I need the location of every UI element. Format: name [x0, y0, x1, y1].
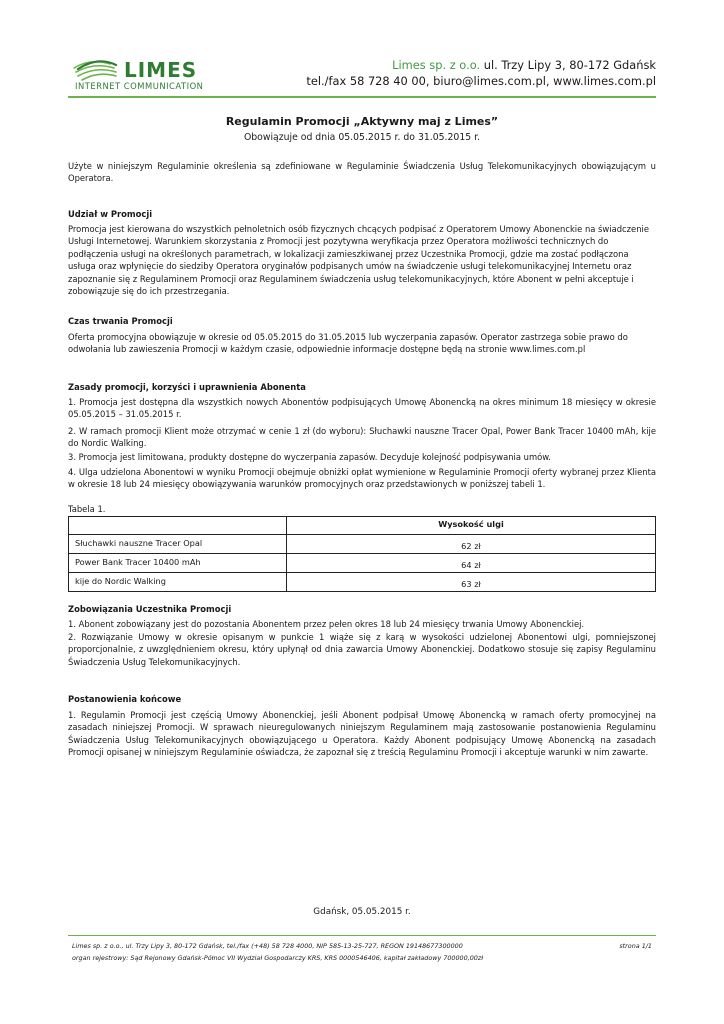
participation-paragraph: Promocja jest kierowana do wszystkich pełnoletnich osób fizycznych chcących podpisać z Operatorem Umowy Abonenckie na świadczenie Usługi Internetowej. Warunkiem skorzystania z Promocji jest pozytywna weryfikacja przez Operatora możliwości technicznych do podłączenia usługi na określonych parametrach, w lokalizacji zamieszkiwanej przez Uczestnika Promocji, gdzie ma zostać podłączona usługa oraz wpłynięcie do siedziby Operatora oryginałów podpisanych umów na świadczenie usługi telekomunikacyjnej Internetu oraz zapoznanie się z Regulaminem Promocji oraz Regulaminem świadczenia usług telekomunikacyjnych, które Abonent w pełni akceptuje i zobowiązuje się do ich przestrzegania.: [68, 224, 649, 297]
table-row: [69, 554, 656, 573]
header-divider: [68, 96, 656, 98]
intro-paragraph: Użyte w niniejszym Regulaminie określenia są zdefiniowane w Regulaminie Świadczenia Usług Telekomunikacyjnych obowiązującym u Operatora.: [68, 161, 656, 184]
footer-registry-line: organ rejestrowy: Sąd Rejonowy Gdańsk-Północ VII Wydział Gospodarczy KRS, KRS 0000546406, kapitał zakładowy 700000,00zł: [72, 954, 484, 962]
company-info: [306, 58, 656, 89]
logo-wordmark: LIMES: [124, 58, 198, 82]
discount-table: [68, 516, 656, 592]
logo-tagline: INTERNET COMMUNICATION: [75, 81, 204, 91]
section-heading-obligations: Zobowiązania Uczestnika Promocji: [68, 604, 232, 614]
document-title: Regulamin Promocji „Aktywny maj z Limes”: [225, 115, 499, 128]
rules-item-2: 2. W ramach promocji Klient może otrzymać w cenie 1 zł (do wyboru): Słuchawki nauszne Tracer Opal, Power Bank Tracer 10400 mAh, kije do Nordic Walking.: [68, 426, 656, 449]
section-heading-participation: Udział w Promocji: [68, 209, 153, 219]
table-cell-discount: 62 zł: [287, 535, 656, 554]
limes-logo-icon: [72, 56, 242, 92]
final-paragraph: 1. Regulamin Promocji jest częścią Umowy Abonenckiej, jeśli Abonent podpisał Umowę Abonencką w ramach oferty promocyjnej na zasadach niniejszej Promocji. W sprawach nieuregulowanych niniejszym Regulaminem mają zastosowanie postanowienia Regulaminu Świadczenia Usług Telekomunikacyjnych obowiązującego u Operatora. Każdy Abonent podpisujący Umowę Abonencką na zasadach Promocji opisanej w niniejszym Regulaminie oświadcza, że zapoznał się z treścią Regulaminu Promocji i akceptuje warunki w nim zawarte.: [68, 710, 656, 758]
duration-paragraph: Oferta promocyjna obowiązuje w okresie od 05.05.2015 do 31.05.2015 lub wyczerpania zapasów. Operator zastrzega sobie prawo do odwołania lub zawieszenia Promocji w każdym czasie, odpowiednie informacje dostępne będą na stronie www.limes.com.pl: [68, 332, 628, 355]
signature-place-date: Gdańsk, 05.05.2015 r.: [313, 907, 411, 917]
table-row: [69, 573, 656, 592]
company-address: ul. Trzy Lipy 3, 80-172 Gdańsk: [483, 58, 656, 72]
table-cell-product: Słuchawki nauszne Tracer Opal: [69, 535, 287, 554]
table-cell-discount: 64 zł: [287, 554, 656, 573]
table-header-cell: [69, 517, 287, 535]
table-header-row: [69, 517, 656, 535]
footer-company-line: Limes sp. z o.o., ul. Trzy Lipy 3, 80-172 Gdańsk, tel./fax (+48) 58 728 4000, NIP 585-13-25-727, REGON 19148677300000: [72, 942, 463, 950]
rules-item-3: 3. Promocja jest limitowana, produkty dostępne do wyczerpania zapasów. Decyduje kolejność podpisywania umów.: [68, 452, 551, 462]
rules-item-4: 4. Ulga udzielona Abonentowi w wyniku Promocji obejmuje obniżki opłat wymienione w Regulaminie Promocji oferty wybranej przez Klienta w okresie 18 lub 24 miesięcy obowiązywania warunków promocyjnych oraz przedstawionych w poniższej tabeli 1.: [68, 467, 656, 490]
company-name: Limes sp. z o.o.: [392, 58, 481, 72]
document-validity: Obowiązuje od dnia 05.05.2015 r. do 31.05.2015 r.: [243, 132, 481, 143]
company-contact: tel./fax 58 728 40 00, biuro@limes.com.pl, www.limes.com.pl: [306, 73, 656, 88]
table-row: [69, 535, 656, 554]
obligations-item-2: 2. Rozwiązanie Umowy w okresie opisanym w punkcie 1 wiąże się z karą w wysokości udzielonej Abonentowi ulgi, pomniejszonej proporcjonalnie, z uwzględnieniem okresu, który upłynął od dnia zawarcia Umowy Abonenckiej. Dodatkowo stosuje się zapisy Regulaminu Świadczenia Usług Telekomunikacyjnych.: [68, 632, 656, 667]
page-number: strona 1/1: [619, 942, 652, 950]
table-cell-product: kije do Nordic Walking: [69, 573, 287, 592]
table-cell-discount: 63 zł: [287, 573, 656, 592]
section-heading-final: Postanowienia końcowe: [68, 694, 182, 704]
section-heading-rules: Zasady promocji, korzyści i uprawnienia Abonenta: [68, 382, 306, 392]
obligations-item-1: 1. Abonent zobowiązany jest do pozostania Abonentem przez pełen okres 18 lub 24 miesięcy trwania Umowy Abonenckiej.: [68, 619, 585, 629]
table-cell-product: Power Bank Tracer 10400 mAh: [69, 554, 287, 573]
rules-item-1: 1. Promocja jest dostępna dla wszystkich nowych Abonentów podpisujących Umowę Abonencką na okres minimum 18 miesięcy w okresie 05.05.2015 – 31.05.2015 r.: [68, 397, 656, 420]
footer-divider: [68, 935, 656, 936]
table-caption: Tabela 1.: [68, 504, 106, 514]
letterhead: [68, 50, 656, 98]
section-heading-duration: Czas trwania Promocji: [68, 316, 173, 326]
table-header-cell: Wysokość ulgi: [287, 517, 656, 535]
